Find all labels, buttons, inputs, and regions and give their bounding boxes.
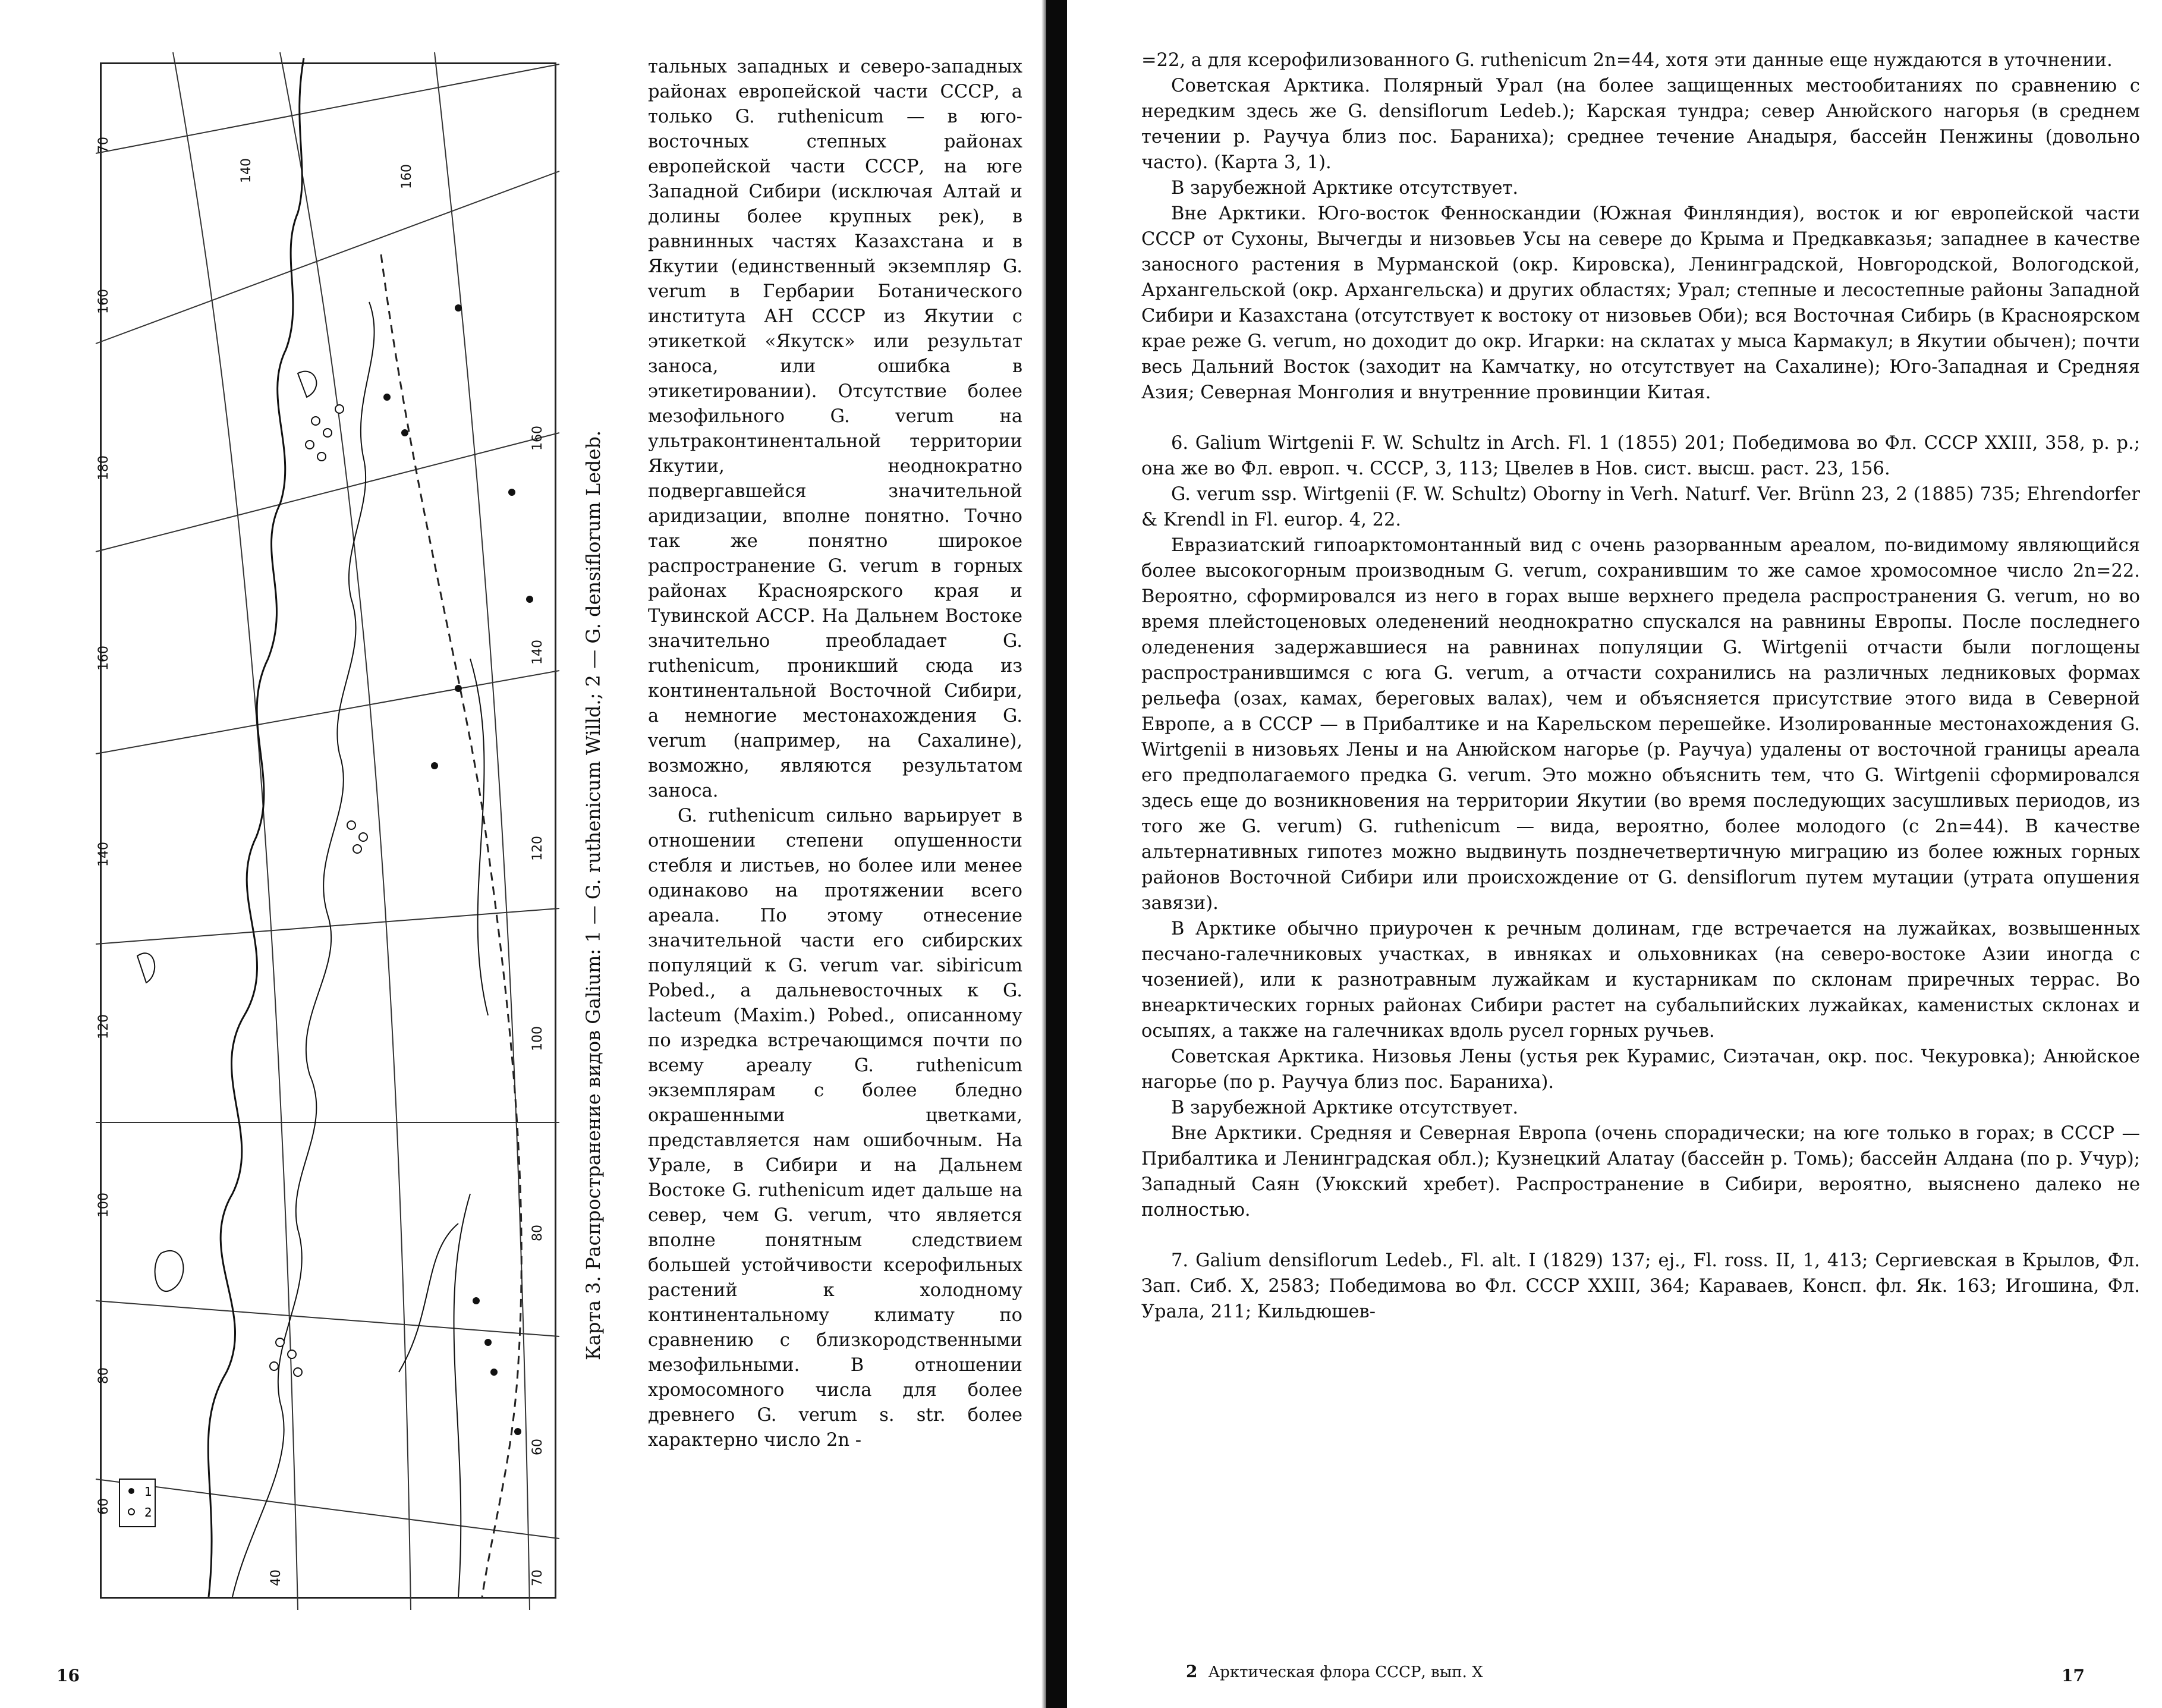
page-number: 16 xyxy=(56,1666,80,1685)
map-point-1 xyxy=(473,1297,480,1304)
map-point-1 xyxy=(455,685,462,692)
graticule-label: 80 xyxy=(530,1225,545,1241)
paragraph: В Арктике обычно приурочен к речным долинам, где встречается на лужайках, возвышенных песчано-галечниковых участках, в ивняках и ольховниках (на северо-востоке Азии иногда с чозенией), или к разнотравным лужайкам и кустарникам по склонам приречных террас. Во внеарктических горных районах Сибири растет на субальпийских лужайках, каменистых склонах и осыпях, а также на галечниках вдоль русел горных ручьев. xyxy=(1141,919,2140,1042)
map-point-2 xyxy=(335,405,344,413)
book-spine xyxy=(1046,0,1067,1708)
map-point-2 xyxy=(323,429,332,437)
graticule-label: 160 xyxy=(530,426,545,451)
graticule-label: 160 xyxy=(96,289,111,314)
paragraph: В зарубежной Арктике отсутствует. xyxy=(1171,1097,1519,1118)
graticule-label: 60 xyxy=(96,1498,111,1515)
distribution-map xyxy=(96,62,556,1599)
map-point-1 xyxy=(508,489,515,496)
paragraph: Советская Арктика. Низовья Лены (устья рек Курамис, Сиэтачан, окр. пос. Чекуровка); Анюйское нагорье (по р. Раучуа близ пос. Бараниха). xyxy=(1141,1046,2140,1093)
right-text-column xyxy=(1141,48,2140,1325)
graticule-label: 60 xyxy=(530,1439,545,1455)
map-point-2 xyxy=(288,1350,296,1358)
map-caption: Карта 3. Распространение видов Galium: 1 — G. ruthenicum Willd.; 2 — G. densiflorum Ledeb. xyxy=(582,430,605,1360)
signature-title: Арктическая флора СССР, вып. X xyxy=(1208,1663,1483,1681)
graticule-label: 70 xyxy=(96,137,111,153)
arctic-boundary xyxy=(381,254,521,1597)
meridian-line xyxy=(96,171,559,344)
legend-label-2: 2 xyxy=(144,1505,152,1520)
map-point-2 xyxy=(306,441,314,449)
map-point-2 xyxy=(270,1362,278,1370)
paragraph: G. ruthenicum сильно варьирует в отношении степени опушенности стебля и листьев, но более или менее одинаково на протяжении всего ареала. По этому отнесение значительной части его сибирских популяций к G. verum var. sibiricum Pobed., а дальневосточных к G. lacteum (Maxim.) Pobed., описанному по изредка встречающимся почти по всему ареалу G. ruthenicum экземплярам с более бледно окрашенными цветками, представляется нам ошибочным. На Урале, в Сибири и на Дальнем Востоке G. ruthenicum идет дальше на север, чем G. verum, что является вполне понятным следствием большей устойчивости ксерофильных растений к холодному континентальному климату по сравнению с близкородственными мезофильными. В отношении хромосомного числа для более древнего G. verum s. str. более характерно число 2n - xyxy=(648,806,1022,1451)
signature-number: 2 xyxy=(1186,1662,1198,1681)
graticule-label: 120 xyxy=(96,1014,111,1039)
synonym: G. verum ssp. Wirtgenii (F. W. Schultz) Oborny in Verh. Naturf. Ver. Brünn 23, 2 (1885) 735; Ehrendorfer & Krendl in Fl. europ. 4, 22. xyxy=(1141,484,2140,530)
legend-point-1 xyxy=(128,1488,134,1494)
map-caption-area xyxy=(575,367,629,1360)
legend-label-1: 1 xyxy=(144,1484,152,1499)
graticule-label: 140 xyxy=(530,640,545,665)
paragraph: Вне Арктики. Юго-восток Фенноскандии (Южная Финляндия), восток и юг европейской части СССР от Сухоны, Вычегды и низовьев Усы на севере до Крыма и Предкавказья; западнее в качестве заносного растения в Мурманской (окр. Кировска), Ленинградской, Новгородской, Вологодской, Архангельской (окр. Архангельска) и других областях; Урал; степные и лесостепные районы Западной Сибири и Казахстана (отсутствует к востоку от низовьев Оби); вся Восточная Сибирь (в Красноярском крае реже G. verum, но доходит до окр. Игарки: на склатах у мыса Кармакул; в Якутии обычен); почти весь Дальний Восток (заходит на Камчатку, но отсутствует на Сахалине); Юго-Западная и Средняя Азия; Северная Монголия и внутренние провинции Китая. xyxy=(1141,203,2140,403)
right-page xyxy=(1067,0,2162,1708)
graticule-label: 100 xyxy=(96,1193,111,1218)
map-point-1 xyxy=(526,596,533,603)
inland-rivers xyxy=(399,659,488,1597)
page-number: 17 xyxy=(2062,1666,2085,1685)
meridian-line xyxy=(96,1479,559,1539)
coastline xyxy=(208,58,304,1597)
left-text-column xyxy=(648,55,1022,1453)
points-densiflorum xyxy=(270,405,367,1376)
graticule-label: 120 xyxy=(530,836,545,861)
map-point-2 xyxy=(359,833,367,841)
paragraph: =22, а для ксерофилизованного G. ruthenicum 2n=44, хотя эти данные еще нуждаются в уточнении. xyxy=(1141,50,2113,71)
species-heading: 6. Galium Wirtgenii F. W. Schultz in Arch. Fl. 1 (1855) 201; Победимова во Фл. СССР XXIII, 358, p. p.; она же во Фл. европ. ч. СССР, 3, 113; Цвелев в Нов. сист. высш. раст. 23, 156. xyxy=(1141,433,2140,479)
map-point-1 xyxy=(455,304,462,312)
islands xyxy=(137,372,316,1291)
paragraph: тальных западных и северо-западных районах европейской части СССР, а только G. ruthenicum — в юго-восточных степных районах европейской части СССР, на юге Западной Сибири (исключая Алтай и долины более крупных рек), в равнинных частях Казахстана и в Якутии (единственный экземпляр G. verum в Гербарии Ботанического института АН СССР из Якутии с этикеткой «Якутск» или результат заноса, или ошибка в этикетировании). Отсутствие более мезофильного G. verum на ультраконтинентальной территории Якутии, неоднократно подвергавшейся значительной аридизации, вполне понятно. Точно так же понятно широкое распространение G. verum в горных районах Красноярского края и Тувинской АССР. На Дальнем Востоке значительно преобладает G. ruthenicum, проникший сюда из континентальной Восточной Сибири, а немногие местонахождения G. verum (например, на Сахалине), возможно, являются результатом заноса. xyxy=(648,56,1022,801)
graticule-label: 180 xyxy=(96,455,111,480)
latitude-line xyxy=(173,52,298,1610)
graticule-label: 100 xyxy=(530,1026,545,1051)
map-point-2 xyxy=(347,821,355,829)
map-point-1 xyxy=(484,1339,492,1346)
map-point-1 xyxy=(431,762,438,769)
map-point-1 xyxy=(514,1428,521,1435)
meridian-line xyxy=(96,64,559,153)
graticule-label: 160 xyxy=(96,646,111,671)
signature-footer xyxy=(1186,1662,1483,1681)
rivers xyxy=(232,302,375,1597)
map-drawing xyxy=(96,64,555,1597)
map-point-1 xyxy=(401,429,408,436)
paragraph: Вне Арктики. Средняя и Северная Европа (очень спорадически; на юге только в горах; в СССР — Прибалтика и Ленинградская обл.); Кузнецкий Алатау (бассейн р. Томь); бассейн Алдана (по р. Учур); Западный Саян (Уюкский хребет). Распространение в Сибири, вероятно, выяснено далеко не полностью. xyxy=(1141,1123,2140,1221)
legend-point-2 xyxy=(128,1509,134,1515)
species-heading: 7. Galium densiflorum Ledeb., Fl. alt. I (1829) 137; ej., Fl. ross. II, 1, 413; Сергиевская в Крылов, Фл. Зап. Сиб. X, 2583; Победимова во Фл. СССР XXIII, 364; Караваев, Консп. фл. Як. 163; Игошина, Фл. Урала, 211; Кильдюшев- xyxy=(1141,1250,2140,1322)
meridian-line xyxy=(96,433,559,552)
graticule-label: 140 xyxy=(96,842,111,867)
graticule-label: 140 xyxy=(239,158,254,183)
map-point-2 xyxy=(311,417,320,425)
paragraph: В зарубежной Арктике отсутствует. xyxy=(1171,178,1519,199)
points-ruthenicum xyxy=(383,304,533,1435)
left-page xyxy=(0,0,1046,1708)
graticule-label: 160 xyxy=(399,164,414,189)
graticule-label: 80 xyxy=(96,1367,111,1384)
meridian-line xyxy=(96,671,559,754)
meridian-line xyxy=(96,1301,559,1336)
map-point-2 xyxy=(317,452,326,461)
graticule-label: 70 xyxy=(530,1569,545,1586)
map-point-1 xyxy=(383,394,391,401)
map-point-2 xyxy=(353,845,361,853)
graticule-label: 40 xyxy=(269,1569,284,1586)
paragraph: Евразиатский гипоарктомонтанный вид с очень разорванным ареалом, по-видимому являющийся более высокогорным производным G. verum, сохранившим то же самое хромосомное число 2n=22. Вероятно, сформировался из него в горах выше верхнего предела распространения G. verum, но во время плейстоценовых оледенений неоднократно спускался на равнины Европы. После последнего оледенения задержавшиеся на равнинах популяции G. Wirtgenii отчасти были поглощены распространившимся с юга G. verum, а отчасти сохранились на различных ледниковых формах рельефа (озах, камах, береговых валах), чем и объясняется присутствие этого вида в Северной Европе, а в СССР — в Прибалтике и на Карельском перешейке. Изолированные местонахождения G. Wirtgenii в низовьях Лены и на Анюйском нагорье (р. Раучуа) удалены от восточной границы ареала его предполагаемого предка G. verum. Это можно объяснить тем, что G. Wirtgenii сформировался здесь еще до возникновения на территории Якутии (во время последующих засушливых периодов, из того же G. verum) G. ruthenicum — вида, вероятно, более молодого (с 2n=44). В качестве альтернативных гипотез можно выдвинуть позднечетвертичную миграцию из более южных горных районов Восточной Сибири или происхождение от G. densiflorum путем мутации (утрата опушения завязи). xyxy=(1141,535,2140,914)
map-point-2 xyxy=(276,1338,284,1347)
map-point-1 xyxy=(490,1369,498,1376)
map-point-2 xyxy=(294,1368,302,1376)
paragraph: Советская Арктика. Полярный Урал (на более защищенных местообитаниях по сравнению с нередким здесь же G. densiflorum Ledeb.); Карская тундра; север Анюйского нагорья (в среднем течении р. Раучуа близ пос. Бараниха); среднее течение Анадыря, бассейн Пенжины (довольно часто). (Карта 3, 1). xyxy=(1141,76,2140,173)
